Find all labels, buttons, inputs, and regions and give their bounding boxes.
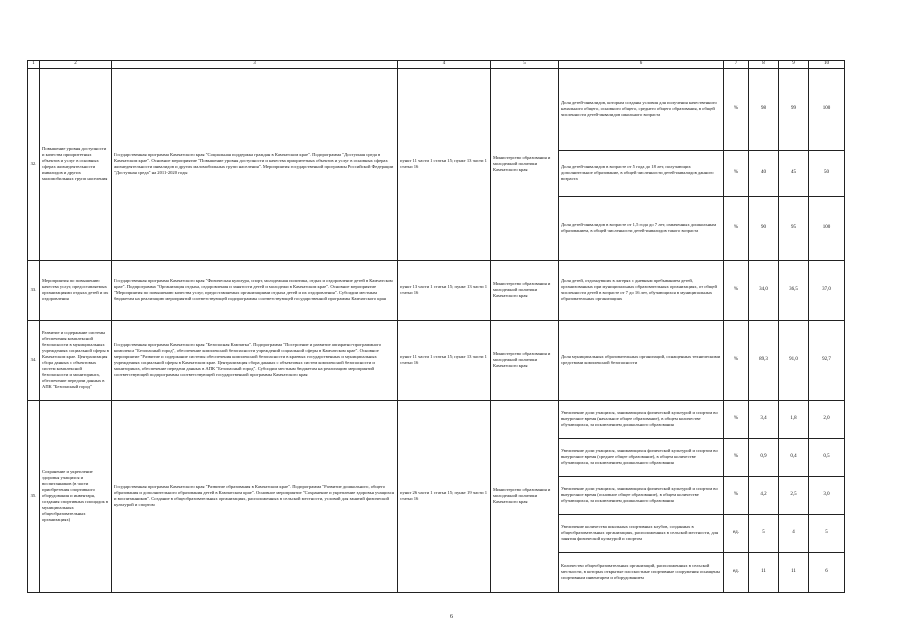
- value-cell: 3,0: [809, 476, 845, 514]
- value-cell: 36,5: [779, 260, 809, 320]
- value-cell: 91,0: [779, 320, 809, 400]
- unit-cell: %: [724, 150, 749, 196]
- header-cell: 6: [559, 61, 724, 69]
- table-row: [28, 320, 845, 400]
- value-cell: 92,7: [809, 320, 845, 400]
- value-cell: 89,3: [749, 320, 779, 400]
- unit-cell: %: [724, 476, 749, 514]
- table-row: [28, 400, 845, 438]
- value-cell: 90: [749, 196, 779, 260]
- indicator-cell: Увеличение доли учащихся, занимающихся физической культурой и спортом во внеурочное время (среднее общее образование), в общем количестве обучающихся, за исключением дошкольного образования: [559, 438, 724, 476]
- row-number-cell: 35.: [28, 400, 40, 592]
- value-cell: 2,0: [809, 400, 845, 438]
- program-cell: Государственная программа Камчатского края "Безопасная Камчатка". Подпрограмма "Построение и развитие аппаратно-программного комплекса "Безопасный город", обеспечение комплексной безопасности учреждений социальной сферы в Камчатском крае". Основное мероприятие "Развитие и содержание системы обеспечения комплексной безопасности в краевых государственных и муниципальных учреждениях социальной сферы в Камчатском крае. Централизация сбора данных с объектовых систем комплексной безопасности и мониторинга, обеспечение передачи данных в АПК "Безопасный город". Субсидии местным бюджетам на реализацию мероприятий соответствующей подпрограммы соответствующей государственной программы Камчатского края: [112, 320, 398, 400]
- value-cell: 11: [779, 552, 809, 592]
- value-cell: 95: [779, 196, 809, 260]
- indicators-table: [27, 60, 845, 593]
- row-number-cell: 33.: [28, 260, 40, 320]
- value-cell: 37,0: [809, 260, 845, 320]
- value-cell: 100: [809, 68, 845, 150]
- value-cell: 5: [809, 514, 845, 552]
- value-cell: 2,5: [779, 476, 809, 514]
- header-cell: 5: [491, 61, 559, 69]
- page-number: 6: [450, 614, 453, 620]
- executor-cell: Министерство образования и молодежной политики Камчатского края: [491, 320, 559, 400]
- value-cell: 3,4: [749, 400, 779, 438]
- measure-name-cell: Мероприятия по повышению качества услуг, предоставляемых организациями отдыха детей и их оздоровления: [40, 260, 112, 320]
- value-cell: 50: [809, 150, 845, 196]
- value-cell: 5: [749, 514, 779, 552]
- header-cell: 1: [28, 61, 40, 69]
- measure-name-cell: Повышение уровня доступности и качества приоритетных объектов и услуг в основных сферах жизнедеятельности инвалидов и других маломобильных групп населения: [40, 68, 112, 260]
- value-cell: 4: [779, 514, 809, 552]
- unit-cell: %: [724, 196, 749, 260]
- law-reference-cell: пункт 26 части 1 статьи 15; пункт 19 части 1 статьи 16: [398, 400, 491, 592]
- indicator-cell: Доля детей-инвалидов, которым созданы условия для получения качественного начального общего, основного общего, среднего общего образования, в общей численности детей-инвалидов школьного возраста: [559, 68, 724, 150]
- value-cell: 1,8: [779, 400, 809, 438]
- value-cell: 0,5: [809, 438, 845, 476]
- indicator-cell: Доля детей-инвалидов в возрасте от 1,5 года до 7 лет, охваченных дошкольным образованием, в общей численности детей-инвалидов такого возраста: [559, 196, 724, 260]
- indicator-cell: Увеличение доли учащихся, занимающихся физической культурой и спортом во внеурочное время (основное общее образование), в общем количестве обучающихся, за исключением дошкольного образования: [559, 476, 724, 514]
- header-cell: 7: [724, 61, 749, 69]
- row-number-cell: 32.: [28, 68, 40, 260]
- executor-cell: Министерство образования и молодежной политики Камчатского края: [491, 260, 559, 320]
- table-row: [28, 68, 845, 150]
- unit-cell: ед.: [724, 514, 749, 552]
- unit-cell: %: [724, 400, 749, 438]
- header-row: [28, 61, 845, 69]
- unit-cell: %: [724, 320, 749, 400]
- program-cell: Государственная программа Камчатского края "Социальная поддержка граждан в Камчатском крае". Подпрограмма "Доступная среда в Камчатском крае". Основное мероприятие "Повышение уровня доступности и качества приоритетных объектов и услуг в основных сферах жизнедеятельности инвалидов и других маломобильных групп населения". Мероприятия государственной программы Российской Федерации "Доступная среда" на 2011-2020 годы: [112, 68, 398, 260]
- header-cell: 8: [749, 61, 779, 69]
- indicator-cell: Количество общеобразовательных организаций, расположенных в сельской местности, в которых открытые плоскостные спортивные сооружения оснащены спортивным инвентарем и оборудованием: [559, 552, 724, 592]
- indicator-cell: Доля детей, отдохнувших в лагерях с дневным пребыванием детей, организованных при муниципальных образовательных организациях, от общей численности детей в возрасте от 7 до 16 лет, обучающихся в муниципальных образовательных организациях: [559, 260, 724, 320]
- program-cell: Государственная программа Камчатского края "Развитие образования в Камчатском крае". Подпрограмма "Развитие дошкольного, общего образования и дополнительного образования детей в Камчатском крае". Основное мероприятие "Сохранение и укрепление здоровья учащихся и воспитанников". Создание в общеобразовательных организациях, расположенных в сельской местности, условий для занятий физической культурой и спортом: [112, 400, 398, 592]
- header-cell: 2: [40, 61, 112, 69]
- indicator-cell: Доля муниципальных образовательных организаций, оснащенных техническими средствами комплексной безопасности: [559, 320, 724, 400]
- indicator-cell: Доля детей-инвалидов в возрасте от 5 года до 18 лет, получающих дополнительное образование, в общей численности детей-инвалидов данного возраста: [559, 150, 724, 196]
- unit-cell: %: [724, 260, 749, 320]
- value-cell: 4,2: [749, 476, 779, 514]
- unit-cell: %: [724, 68, 749, 150]
- measure-name-cell: Развитие и содержание системы обеспечения комплексной безопасности в муниципальных учреждениях социальной сферы в Камчатском крае. Централизация сбора данных с объектовых систем комплексной безопасности и мониторинга, обеспечение передачи данных в АПК "Безопасный город": [40, 320, 112, 400]
- header-cell: 9: [779, 61, 809, 69]
- law-reference-cell: пункт 13 части 1 статьи 15; пункт 13 части 1 статьи 16: [398, 260, 491, 320]
- indicator-cell: Увеличение доли учащихся, занимающихся физической культурой и спортом во внеурочное время (начальное общее образование), в общем количестве обучающихся, за исключением дошкольного образования: [559, 400, 724, 438]
- header-cell: 4: [398, 61, 491, 69]
- unit-cell: %: [724, 438, 749, 476]
- table-row: [28, 260, 845, 320]
- measure-name-cell: Сохранение и укрепление здоровья учащихся и воспитанников (в части приобретения спортивного оборудования и инвентаря, создания спортивных площадок в муниципальных общеобразовательных организациях): [40, 400, 112, 592]
- header-cell: 10: [809, 61, 845, 69]
- value-cell: 0,4: [779, 438, 809, 476]
- value-cell: 100: [809, 196, 845, 260]
- law-reference-cell: пункт 11 части 1 статьи 15; пункт 13 части 1 статьи 16: [398, 320, 491, 400]
- value-cell: 99: [779, 68, 809, 150]
- header-cell: 3: [112, 61, 398, 69]
- executor-cell: Министерство образования и молодежной политики Камчатского края: [491, 68, 559, 260]
- row-number-cell: 34.: [28, 320, 40, 400]
- value-cell: 6: [809, 552, 845, 592]
- value-cell: 98: [749, 68, 779, 150]
- value-cell: 11: [749, 552, 779, 592]
- value-cell: 40: [749, 150, 779, 196]
- value-cell: 0,9: [749, 438, 779, 476]
- unit-cell: ед.: [724, 552, 749, 592]
- executor-cell: Министерство образования и молодежной политики Камчатского края: [491, 400, 559, 592]
- indicator-cell: Увеличение количества школьных спортивных клубов, созданных в общеобразовательных организациях, расположенных в сельской местности, для занятия физической культурой и спортом: [559, 514, 724, 552]
- value-cell: 34,0: [749, 260, 779, 320]
- program-cell: Государственная программа Камчатского края "Физическая культура, спорт, молодежная политика, отдых и оздоровление детей в Камчатском крае". Подпрограмма "Организация отдыха, оздоровления и занятости детей и молодежи в Камчатском крае". Основное мероприятие "Мероприятия по повышению качества услуг, предоставляемых организациями отдыха детей и их оздоровления". Субсидии местным бюджетам на реализацию мероприятий соответствующей подпрограммы соответствующей государственной программы Камчатского края: [112, 260, 398, 320]
- law-reference-cell: пункт 11 части 1 статьи 15; пункт 13 части 1 статьи 16: [398, 68, 491, 260]
- value-cell: 45: [779, 150, 809, 196]
